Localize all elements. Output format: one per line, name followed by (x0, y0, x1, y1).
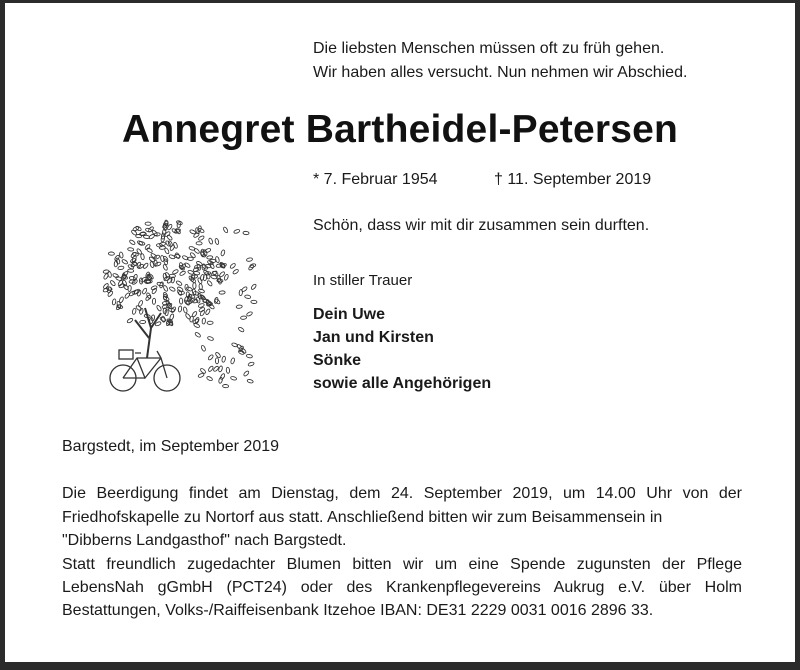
leaf (140, 320, 146, 324)
mourner: Dein Uwe (313, 306, 386, 323)
leaf (145, 222, 151, 225)
leaf (244, 295, 251, 299)
leaf (200, 310, 206, 317)
leaf (207, 280, 213, 287)
leaf (128, 285, 132, 291)
leaf (137, 240, 144, 246)
leaf (119, 252, 123, 259)
leaf (127, 318, 134, 324)
leaf (155, 262, 162, 267)
leaf (129, 276, 135, 280)
birth-date: * 7. Februar 1954 (313, 171, 438, 188)
leaf (137, 264, 144, 270)
leaf (108, 252, 114, 256)
leaf (117, 280, 123, 287)
leaf (223, 384, 229, 388)
leaf (204, 248, 211, 253)
leaf (230, 376, 237, 381)
leaf (215, 238, 220, 245)
leaf (194, 332, 201, 338)
bicycle-icon (110, 350, 180, 391)
leaf (247, 379, 254, 384)
death-date: † 11. September 2019 (494, 171, 652, 188)
leaf (208, 238, 213, 245)
leaf (178, 306, 182, 312)
leaf (107, 290, 113, 297)
leaf (169, 286, 176, 292)
leaf (202, 318, 206, 324)
leaf (223, 227, 229, 234)
leaf (132, 308, 137, 315)
leaf (193, 267, 200, 272)
leaf (163, 285, 169, 292)
leaf (207, 354, 213, 361)
leaf (207, 321, 213, 324)
details-line: "Dibberns Landgasthof" nach Bargstedt. (62, 532, 347, 549)
leaf (182, 255, 189, 261)
mourner: Sönke (313, 352, 362, 369)
leaf (189, 246, 196, 251)
leaf (164, 248, 170, 255)
leaf (177, 289, 183, 296)
leaf (196, 242, 202, 245)
leaf (118, 266, 124, 270)
leaf (112, 273, 119, 279)
leaf (224, 274, 229, 281)
details-line: Die Beerdigung findet am Dienstag, dem 24. September 2019, um 14.00 Uhr von der (62, 485, 742, 502)
leaf (246, 311, 253, 317)
details-line: Bestattungen, Volks-/Raiffeisenbank Itzehoe IBAN: DE31 2229 0031 0016 2896 33. (62, 602, 654, 619)
leaf (248, 362, 255, 367)
leaf (205, 308, 211, 315)
leaf (137, 290, 142, 297)
leaf (219, 291, 225, 295)
leaf (218, 366, 223, 373)
leaf (160, 317, 167, 323)
leaf (127, 247, 133, 251)
mourner: sowie alle Angehörigen (313, 375, 492, 392)
leaf (229, 263, 236, 269)
leaf (207, 336, 214, 341)
leaf (251, 283, 257, 290)
leaf (179, 298, 182, 304)
leaf (151, 288, 157, 295)
leaf (136, 234, 142, 238)
leaf (162, 264, 168, 271)
leaf (221, 356, 225, 363)
leaf (114, 261, 118, 267)
leaf (179, 270, 186, 276)
leaf (239, 289, 243, 295)
leaf (203, 275, 207, 281)
deceased-name: Annegret Bartheidel-Petersen (121, 108, 679, 151)
mourner: Jan und Kirsten (313, 329, 434, 346)
leaf (243, 370, 250, 376)
leaf (231, 342, 238, 347)
leaf (246, 354, 253, 358)
leaf (128, 269, 134, 273)
leaf (219, 271, 226, 278)
leaf (169, 274, 175, 278)
leaf (201, 345, 207, 352)
tree-bicycle-illustration (95, 208, 265, 398)
leaf (233, 229, 240, 234)
leaf (246, 257, 253, 261)
leaf (209, 262, 215, 269)
leaf (176, 280, 183, 286)
leaf (193, 232, 200, 238)
leaf (172, 269, 179, 275)
leaf (110, 280, 116, 287)
leaf (236, 305, 242, 309)
leaf (226, 367, 230, 373)
leaf (144, 244, 150, 251)
leaf (198, 235, 205, 241)
leaf (112, 299, 116, 306)
leaf (146, 280, 152, 284)
leaf (208, 365, 214, 372)
mourning-label: In stiller Trauer (313, 272, 413, 289)
details-line: LebensNah gGmbH (PCT24) oder des Krankenpflegevereins Aukrug e.V. über Holm (62, 579, 742, 596)
motto-line-1: Die liebsten Menschen müssen oft zu früh gehen. (313, 40, 665, 57)
leaf (185, 313, 191, 320)
motto-line-2: Wir haben alles versucht. Nun nehmen wir Abschied. (313, 64, 688, 81)
leaf (206, 376, 213, 382)
leaf (207, 255, 213, 259)
obituary-notice (5, 3, 795, 662)
quote: Schön, dass wir mit dir zusammen sein durften. (313, 217, 650, 234)
leaf (121, 259, 128, 265)
leaf (251, 300, 257, 304)
leaf (238, 350, 245, 355)
leaf (193, 283, 196, 289)
place-date: Bargstedt, im September 2019 (62, 438, 280, 455)
details-line: Statt freundlich zugedachter Blumen bitten wir um eine Spende zugunsten der Pflege (62, 556, 742, 573)
leaf (166, 234, 173, 240)
leaf (220, 250, 225, 257)
leaf (186, 286, 193, 291)
leaf (169, 314, 174, 321)
leaf (152, 298, 156, 304)
details-line: Friedhofskapelle zu Nortorf aus statt. Anschließend bitten wir zum Beisammensein in (62, 509, 663, 526)
leaf (215, 352, 221, 359)
leaf (146, 247, 153, 253)
leaf (243, 231, 249, 235)
leaf (162, 301, 168, 305)
leaf (175, 252, 181, 259)
leaf (213, 366, 219, 373)
leaf (183, 307, 188, 314)
leaf (240, 316, 246, 320)
leaf (238, 327, 245, 333)
leaf (200, 368, 207, 374)
leaf (215, 358, 218, 364)
leaf (129, 239, 136, 245)
leaf (140, 253, 144, 259)
leaf (232, 269, 239, 275)
leaf (156, 305, 162, 312)
leaf (230, 358, 235, 365)
